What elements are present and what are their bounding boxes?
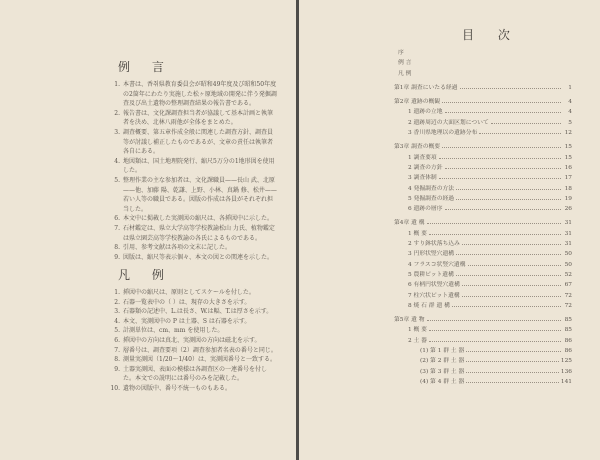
toc-entry bbox=[394, 280, 572, 290]
toc-entry bbox=[394, 301, 572, 311]
toc-entry bbox=[394, 229, 572, 239]
reigen-item-number: 6. bbox=[114, 215, 120, 223]
toc-leader bbox=[456, 254, 561, 255]
reigen-item bbox=[108, 224, 278, 243]
reigen-item-text: 地図類は、国土地理院発行、縮尺5万分の1地形図を使用した。 bbox=[123, 157, 275, 175]
toc-page-number: 5 bbox=[568, 119, 572, 126]
toc-leader bbox=[456, 199, 561, 200]
hanrei-item-number: 6. bbox=[114, 336, 120, 344]
toc-entry-label: 第5章 遺 物 bbox=[394, 317, 425, 324]
toc-entry-label: 2 遺跡周辺の大面区划について bbox=[408, 119, 489, 126]
toc-entry bbox=[394, 69, 572, 79]
toc-entry-label: 3 調査体制 bbox=[408, 175, 437, 182]
toc-entry bbox=[394, 249, 572, 259]
reigen-list bbox=[108, 80, 278, 262]
hanrei-item-number: 3. bbox=[114, 308, 120, 316]
hanrei-item bbox=[108, 346, 278, 356]
hanrei-item-text: 土器実測図、表面の模様は各調査区の一連番号を付した。本文での説明には番号のみを記載した。 bbox=[123, 365, 268, 383]
toc-entry-label: 第3章 調査の概要 bbox=[394, 144, 441, 151]
toc-entry-label: 3 香川県地理以の遺跡分布 bbox=[408, 130, 478, 137]
toc-entry-label: 2 土 器 bbox=[408, 337, 427, 344]
hanrei-list bbox=[108, 288, 278, 394]
hanrei-item-number: 10. bbox=[110, 384, 120, 392]
toc-entry-label: 序 bbox=[398, 50, 404, 56]
hanrei-item-text: 石器類の記述中、L.は長さ、W.は幅、T.は厚さを示す。 bbox=[123, 308, 273, 316]
toc-chapter bbox=[394, 83, 572, 93]
toc-entry bbox=[394, 377, 572, 387]
hanrei-item-text: 石器一覧表中の（ ）は、現存の大きさを示す。 bbox=[123, 298, 251, 306]
toc-entry bbox=[394, 153, 572, 163]
toc-leader bbox=[462, 285, 561, 286]
hanrei-item-text: 層番号は、調査要項（2）調査参加者名表の番号と同じ。 bbox=[123, 346, 277, 354]
toc-page-number: 85 bbox=[564, 327, 572, 334]
toc-page-number: 26 bbox=[564, 206, 572, 213]
toc-page-number: 12 bbox=[564, 130, 572, 137]
hanrei-item-number: 9. bbox=[114, 365, 120, 373]
reigen-item bbox=[108, 128, 278, 157]
toc-entry bbox=[394, 260, 572, 270]
toc-page-number: 31 bbox=[564, 241, 572, 248]
toc-page-number: 4 bbox=[568, 109, 572, 116]
toc-entry bbox=[394, 239, 572, 249]
toc-entry bbox=[394, 58, 572, 68]
toc-page-number: 15 bbox=[564, 154, 572, 161]
toc-entry-label: (2) 第 2 群 土 器 bbox=[420, 358, 465, 365]
toc-entry-label: 第1章 調査にいたる経過 bbox=[394, 84, 458, 91]
toc-chapter bbox=[394, 97, 572, 107]
toc-leader bbox=[452, 306, 561, 307]
toc-leader bbox=[456, 189, 561, 190]
toc-entry bbox=[394, 184, 572, 194]
toc-entry-label: 6 遺跡の層序 bbox=[408, 206, 443, 213]
toc-entry bbox=[394, 128, 572, 138]
toc-entry bbox=[394, 291, 572, 301]
toc-entry-label: (4) 第 4 群 土 器 bbox=[420, 378, 465, 385]
reigen-item-text: 報告書は、文化課調査担当者が協議して基本計画と執筆者を決め、北林八雨他が全体をまとめた。 bbox=[123, 109, 274, 127]
toc-entry-label: 8 焼 石 群 遺 構 bbox=[408, 302, 450, 309]
toc-leader bbox=[462, 296, 561, 297]
toc-page-number: 15 bbox=[564, 144, 572, 151]
toc-leader bbox=[466, 382, 559, 383]
reigen-item-number: 7. bbox=[114, 224, 120, 232]
toc-page-number: 141 bbox=[560, 378, 572, 385]
toc-entry-label: 凡 例 bbox=[398, 70, 412, 77]
toc-entry-label: 5 発掘調査の経過 bbox=[408, 195, 455, 202]
toc-page-number: 17 bbox=[564, 175, 572, 182]
reigen-item-number: 9. bbox=[114, 253, 120, 261]
toc-leader bbox=[429, 341, 561, 342]
reigen-item bbox=[108, 253, 278, 263]
hanrei-item bbox=[108, 317, 278, 327]
reigen-item-number: 5. bbox=[114, 176, 120, 184]
toc-entry-label: (3) 第 3 群 土 器 bbox=[420, 368, 465, 375]
toc-page-number: 86 bbox=[564, 337, 572, 344]
reigen-item bbox=[108, 214, 278, 224]
reigen-item-number: 2. bbox=[114, 109, 120, 117]
reigen-item-number: 1. bbox=[114, 81, 120, 88]
toc-entry bbox=[394, 48, 572, 58]
toc-entry-label: 4 発掘調査の方法 bbox=[408, 185, 455, 192]
toc-entry-label: 2 すり鉢状落ち込み bbox=[408, 241, 460, 248]
reigen-item bbox=[108, 157, 278, 176]
toc-leader bbox=[491, 123, 561, 124]
toc-entry bbox=[394, 270, 572, 280]
hanrei-item-number: 1. bbox=[114, 289, 120, 296]
reigen-item bbox=[108, 176, 278, 214]
toc-leader bbox=[479, 133, 561, 134]
toc-page-number: 136 bbox=[560, 368, 572, 375]
hanrei-item bbox=[108, 355, 278, 365]
toc-entry-label: 6 有柄円状竪穴遺構 bbox=[408, 282, 460, 289]
hanrei-item-text: 計測単位は、cm、mm を使用した。 bbox=[123, 327, 224, 335]
toc-leader bbox=[466, 372, 559, 373]
toc-chapter bbox=[394, 315, 572, 325]
toc-entry-label: 1 遺跡の立地 bbox=[408, 109, 443, 116]
toc-page-number: 18 bbox=[564, 185, 572, 192]
reigen-item-text: 本文中に掲載した実測図の縮尺は、各挿図中に示した。 bbox=[123, 215, 274, 223]
toc-entry bbox=[394, 336, 572, 346]
toc-entry bbox=[394, 173, 572, 183]
toc-entry-label: 1 概 要 bbox=[408, 230, 427, 237]
toc-page-number: 85 bbox=[564, 317, 572, 324]
toc-entry-label: 1 概 要 bbox=[408, 327, 427, 334]
toc-leader bbox=[460, 88, 562, 89]
toc-page-number: 52 bbox=[564, 271, 572, 278]
toc-list bbox=[394, 48, 572, 387]
reigen-item-text: 引用、参考文献は各項の文末に記した。 bbox=[123, 244, 232, 252]
reigen-item-text: 本書は、香취県教育委員会が昭和49年度及び昭和50年度の2箇年にわたり実施した松ヶ原地域の開発に伴う発掘調査及び出土遺物の整理調査結果の報告書である。 bbox=[123, 81, 277, 108]
toc-leader bbox=[439, 158, 561, 159]
toc-page-number: 67 bbox=[564, 282, 572, 289]
toc-leader bbox=[445, 112, 561, 113]
toc-page-number: 72 bbox=[564, 292, 572, 299]
hanrei-item bbox=[108, 365, 278, 384]
toc-page-number: 1 bbox=[568, 84, 572, 91]
hanrei-item-text: 挿図中の方向は真北、実測図の方向は磁北を示す。 bbox=[123, 336, 261, 344]
toc-entry bbox=[394, 163, 572, 173]
toc-leader bbox=[442, 147, 561, 148]
toc-leader bbox=[456, 275, 561, 276]
reigen-title: 例 言 bbox=[118, 60, 173, 74]
reigen-item-text: 整理作業の主な参加者は、文化課職員——長山 武、北原——他、加藤 陽、乾謙、上野、小林、真鍋 修、松井——若い人等の職員である。図版の作成は各員がそれぞれ担当した。 bbox=[123, 176, 277, 213]
toc-leader bbox=[468, 265, 561, 266]
hanrei-title: 凡 例 bbox=[118, 268, 173, 282]
hanrei-item-number: 4. bbox=[114, 317, 120, 325]
left-page bbox=[0, 0, 296, 460]
toc-entry-label: 2 調査の方針 bbox=[408, 164, 443, 171]
toc-leader bbox=[427, 223, 561, 224]
hanrei-item-number: 8. bbox=[114, 356, 120, 364]
toc-leader bbox=[445, 168, 561, 169]
hanrei-item-number: 7. bbox=[114, 346, 120, 354]
reigen-item-number: 4. bbox=[114, 157, 120, 165]
hanrei-item bbox=[108, 384, 278, 394]
toc-entry-label: 5 農耕ピット遺構 bbox=[408, 271, 454, 278]
reigen-item-text: 石材鑑定は、県立大学高等学校教諭松山 力氏、植物鑑定は県立園芸高等学校教諭の各氏によるものである。 bbox=[123, 224, 275, 242]
toc-page-number: 50 bbox=[564, 261, 572, 268]
hanrei-item bbox=[108, 336, 278, 346]
toc-entry-label: 第4章 遺 構 bbox=[394, 220, 425, 227]
hanrei-item-text: 挿図中の縮尺は、原則としてスケールを付した。 bbox=[123, 289, 255, 296]
hanrei-item bbox=[108, 298, 278, 308]
reigen-item-text: 調査概要、第五章作成全般に関連した調査方針、調査員等が討議し補正したものであるが、文章の責任は執筆者各自にある。 bbox=[123, 128, 274, 156]
toc-chapter bbox=[394, 142, 572, 152]
toc-entry-label: 3 円形状竪穴遺構 bbox=[408, 251, 455, 258]
reigen-item bbox=[108, 109, 278, 128]
reigen-item bbox=[108, 80, 278, 109]
hanrei-item-text: 測量実測図（1/20〜1/40）は、実測図番号と一致する。 bbox=[123, 356, 276, 364]
toc-page-number: 31 bbox=[564, 220, 572, 227]
toc-page-number: 50 bbox=[564, 251, 572, 258]
hanrei-item-text: 本文、実測図中の P は土器、S は石器を示す。 bbox=[123, 317, 251, 325]
hanrei-item-number: 2. bbox=[114, 298, 120, 306]
toc-entry-label: 第2章 遺跡の概観 bbox=[394, 99, 441, 106]
toc-leader bbox=[462, 244, 561, 245]
toc-title: 目 次 bbox=[462, 28, 520, 42]
toc-entry-label: 例 言 bbox=[398, 60, 412, 67]
toc-entry bbox=[394, 356, 572, 366]
hanrei-item bbox=[108, 307, 278, 317]
toc-leader bbox=[445, 209, 561, 210]
toc-entry bbox=[394, 367, 572, 377]
toc-page-number: 16 bbox=[564, 164, 572, 171]
toc-entry bbox=[394, 118, 572, 128]
toc-leader bbox=[429, 234, 561, 235]
toc-leader bbox=[439, 178, 561, 179]
toc-entry bbox=[394, 194, 572, 204]
toc-entry bbox=[394, 346, 572, 356]
hanrei-item bbox=[108, 326, 278, 336]
toc-entry-label: 7 柱穴状ピット遺構 bbox=[408, 292, 460, 299]
right-page bbox=[299, 0, 600, 460]
toc-leader bbox=[429, 330, 561, 331]
reigen-item-number: 3. bbox=[114, 128, 120, 136]
reigen-item-number: 8. bbox=[114, 244, 120, 252]
toc-entry-label: (1) 第 1 群 土 器 bbox=[420, 348, 465, 355]
toc-page-number: 19 bbox=[564, 195, 572, 202]
toc-entry bbox=[394, 204, 572, 214]
toc-page-number: 125 bbox=[560, 358, 572, 365]
reigen-item bbox=[108, 243, 278, 253]
toc-entry bbox=[394, 325, 572, 335]
toc-entry-label: 4 フラスコ状竪穴遺構 bbox=[408, 261, 466, 268]
toc-entry-label: 1 調査要項 bbox=[408, 154, 437, 161]
toc-page-number: 86 bbox=[564, 348, 572, 355]
hanrei-item bbox=[108, 288, 278, 298]
toc-entry bbox=[394, 107, 572, 117]
hanrei-item-number: 5. bbox=[114, 327, 120, 335]
toc-leader bbox=[442, 102, 561, 103]
toc-leader bbox=[466, 361, 559, 362]
toc-page-number: 4 bbox=[568, 99, 572, 106]
toc-leader bbox=[427, 320, 561, 321]
reigen-item-text: 図版は、縮尺等表示個々、本文の図との関連を示した。 bbox=[123, 253, 274, 261]
hanrei-item-text: 遺物の図版中、番号不統一ものもある。 bbox=[123, 384, 232, 392]
toc-chapter bbox=[394, 218, 572, 228]
toc-leader bbox=[466, 351, 561, 352]
toc-page-number: 31 bbox=[564, 230, 572, 237]
toc-page-number: 72 bbox=[564, 302, 572, 309]
